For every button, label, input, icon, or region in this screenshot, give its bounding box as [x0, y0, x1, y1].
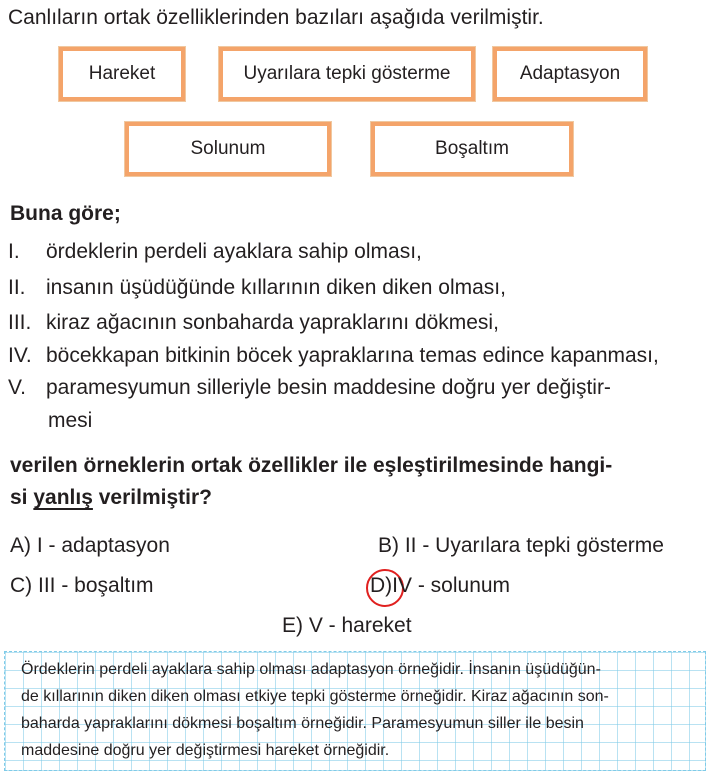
explanation-line: baharda yapraklarını dökmesi boşaltım örneğidir. Paramesyumun siller ile besin [21, 715, 584, 732]
item-text: böcekkapan bitkinin böcek yapraklarına temas edince kapanması, [46, 344, 659, 367]
question-line-1: verilen örneklerin ortak özellikler ile eşleştirilmesinde hangi- [10, 454, 613, 477]
explanation-line: de kıllarının diken diken olması etkiye tepki gösterme örneğidir. Kiraz ağacının son- [21, 688, 609, 705]
option-a[interactable]: A) I - adaptasyon [10, 534, 170, 557]
item-number: II. [8, 276, 26, 299]
question-line-2-pre: si [10, 486, 34, 509]
question-underlined-word: yanlış [33, 486, 93, 509]
question-line-2 [10, 486, 212, 510]
option-d[interactable] [370, 574, 510, 598]
option-d-text: IV - solunum [392, 574, 511, 597]
item-text: paramesyumun silleriyle besin maddesine doğru yer değiştir- [46, 376, 611, 399]
feature-box-hareket: Hareket [58, 46, 186, 102]
feature-box-uyarilara-tepki: Uyarılara tepki gösterme [218, 46, 476, 102]
item-text-continuation: mesi [48, 409, 93, 432]
item-text: insanın üşüdüğünde kıllarının diken diken olması, [46, 276, 506, 299]
explanation-line: Ördeklerin perdeli ayaklara sahip olması adaptasyon örneğidir. İnsanın üşüdüğün- [21, 661, 601, 678]
item-number: V. [8, 376, 26, 399]
question-line-2-post: verilmiştir? [92, 486, 212, 509]
item-number: IV. [8, 344, 32, 367]
option-e[interactable]: E) V - hareket [282, 614, 412, 637]
explanation-box [4, 651, 706, 771]
option-b[interactable]: B) II - Uyarılara tepki gösterme [378, 534, 664, 557]
intro-text: Canlıların ortak özelliklerinden bazıları aşağıda verilmiştir. [8, 6, 544, 29]
explanation-line: maddesine doğru yer değiştirmesi hareket örneğidir. [21, 742, 390, 759]
question-heading: Buna göre; [10, 202, 121, 225]
feature-box-adaptasyon: Adaptasyon [492, 46, 648, 102]
item-number: III. [8, 311, 32, 334]
item-text: ördeklerin perdeli ayaklara sahip olması, [46, 240, 422, 263]
option-c[interactable]: C) III - boşaltım [10, 574, 154, 597]
item-text: kiraz ağacının sonbaharda yapraklarını dökmesi, [46, 311, 499, 334]
feature-box-solunum: Solunum [124, 121, 332, 177]
feature-box-bosaltim: Boşaltım [370, 121, 574, 177]
option-d-letter: D) [370, 574, 393, 597]
item-number: I. [8, 240, 20, 263]
